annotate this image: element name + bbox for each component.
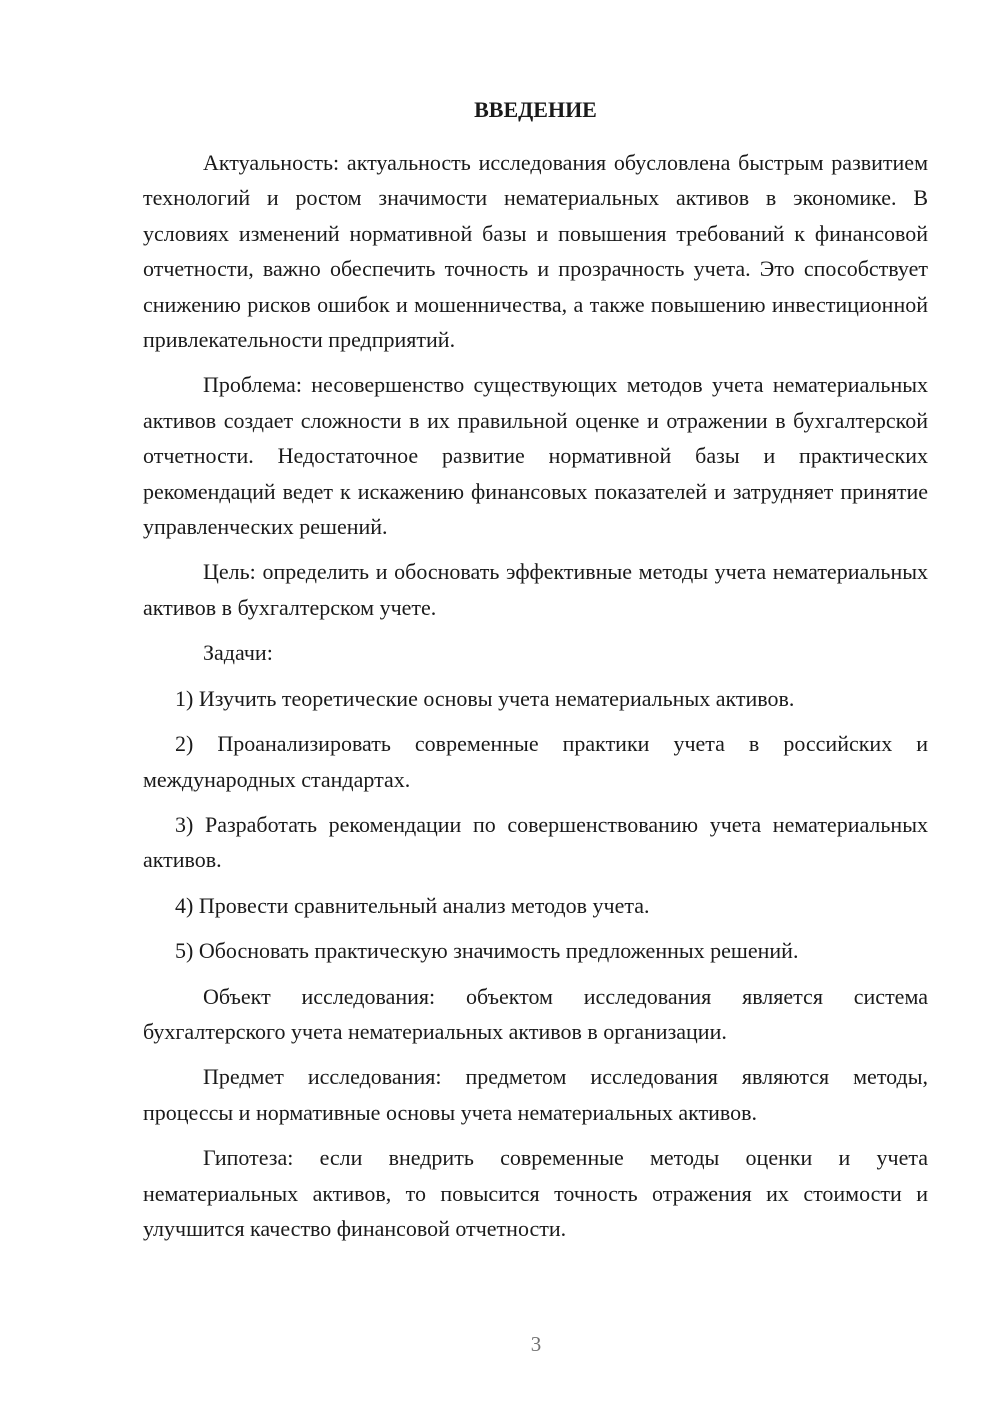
- section-title: ВВЕДЕНИЕ: [474, 97, 597, 122]
- paragraph-hypothesis: Гипотеза: если внедрить современные методы оценки и учета нематериальных активов, то повысится точность отражения их стоимости и улучшится качество финансовой отчетности.: [143, 1145, 928, 1241]
- page-number: 3: [530, 1332, 542, 1356]
- task-item-2: 2) Проанализировать современные практики учета в российских и международных стандартах.: [143, 731, 928, 792]
- task-item-4: 4) Провести сравнительный анализ методов учета.: [175, 892, 650, 918]
- paragraph-tasks-heading: Задачи:: [203, 640, 273, 666]
- document-page: [143, 92, 928, 1256]
- task-item-1: 1) Изучить теоретические основы учета нематериальных активов.: [175, 685, 795, 711]
- task-item-5: 5) Обосновать практическую значимость предложенных решений.: [175, 938, 799, 964]
- task-item-3: 3) Разработать рекомендации по совершенствованию учета нематериальных активов.: [143, 811, 928, 873]
- paragraph-subject: Предмет исследования: предметом исследования являются методы, процессы и нормативные основы учета нематериальных активов.: [143, 1064, 928, 1125]
- paragraph-relevance: Актуальность: актуальность исследования обусловлена быстрым развитием технологий и ростом значимости нематериальных активов в экономике. В условиях изменений нормативной базы и повышения требований к финансовой отчетности, важно обеспечить точность и прозрачность учета. Это способствует снижению рисков ошибок и мошенничества, а также повышению инвестиционной привлекательности предприятий.: [143, 150, 928, 353]
- paragraph-goal: Цель: определить и обосновать эффективные методы учета нематериальных активов в бухгалтерском учете.: [143, 559, 928, 620]
- paragraph-object: Объект исследования: объектом исследования является система бухгалтерского учета нематериальных активов в организации.: [143, 983, 928, 1044]
- paragraph-problem: Проблема: несовершенство существующих методов учета нематериальных активов создает сложности в их правильной оценке и отражении в бухгалтерской отчетности. Недостаточное развитие нормативной базы и практических рекомендаций ведет к искажению финансовых показателей и затрудняет принятие управленческих решений.: [143, 372, 928, 540]
